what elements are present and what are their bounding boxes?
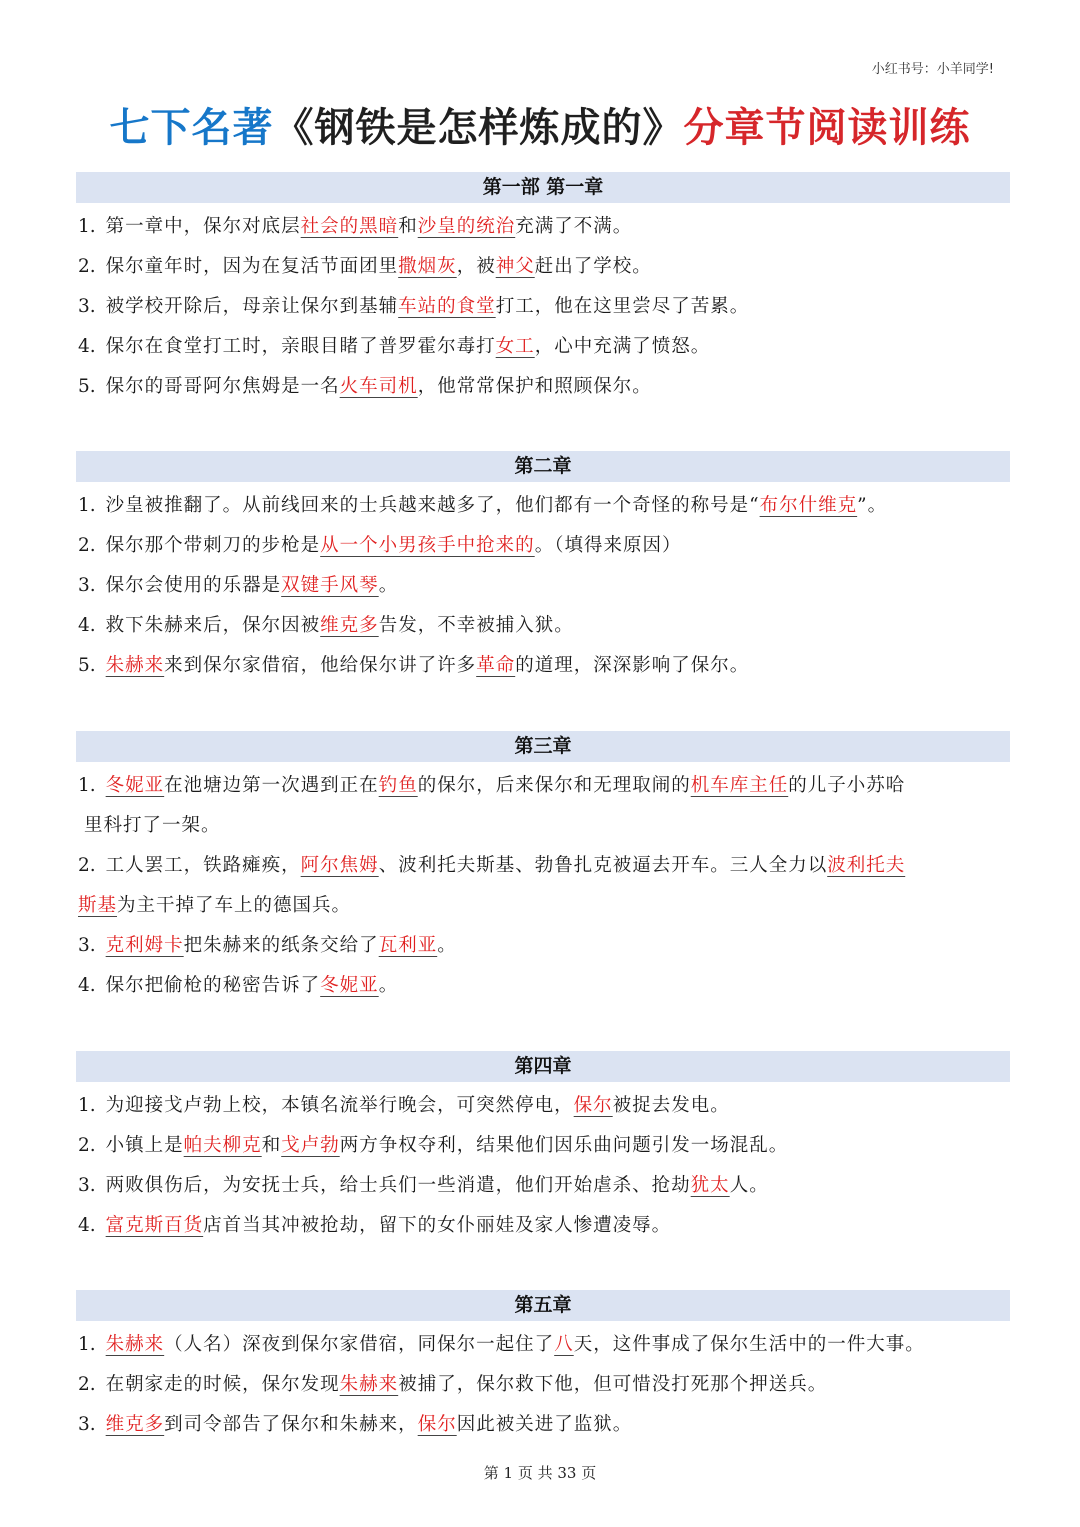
question-item: [76, 846, 1010, 886]
chapter-heading: 第三章: [76, 731, 1010, 762]
question-text: 的道理，深深影响了保尔。: [515, 655, 750, 676]
answer-text: 帕夫柳克: [183, 1135, 262, 1156]
question-item: [76, 1166, 1010, 1206]
question-text: 和: [398, 216, 418, 237]
question-number: 2.: [78, 256, 96, 277]
question-text: 保尔会使用的乐器是: [105, 575, 282, 596]
question-number: 2.: [78, 1374, 96, 1395]
answer-text: 朱赫来: [105, 655, 165, 676]
question-item: [76, 1126, 1010, 1166]
question-text: 人。: [729, 1175, 769, 1196]
answer-text: 克利姆卡: [105, 935, 184, 956]
question-item: [76, 1405, 1010, 1445]
question-number: 1.: [78, 495, 96, 516]
question-item: [76, 926, 1010, 966]
question-number: 5.: [78, 376, 96, 397]
question-number: 3.: [78, 1414, 96, 1435]
question-text: 保尔童年时，因为在复活节面团里: [105, 256, 399, 277]
watermark: 小红书号：小羊同学!: [871, 62, 994, 77]
answer-text: 犹太: [690, 1175, 730, 1196]
question-text: 为主干掉了车上的德国兵。: [117, 895, 352, 916]
answer-text: 瓦利亚: [378, 935, 438, 956]
answer-text: 沙皇的统治: [417, 216, 516, 237]
question-text: 保尔在食堂打工时，亲眼目睹了普罗霍尔毒打: [105, 336, 496, 357]
question-text: 小镇上是: [105, 1135, 184, 1156]
question-item: [76, 207, 1010, 247]
question-number: 1.: [78, 1334, 96, 1355]
question-text: 为迎接戈卢勃上校，本镇名流举行晚会，可突然停电，: [105, 1095, 574, 1116]
answer-text: 火车司机: [339, 376, 418, 397]
question-item: [76, 287, 1010, 327]
chapter-heading: 第五章: [76, 1290, 1010, 1321]
answer-text: 朱赫来: [339, 1374, 399, 1395]
question-item: [76, 566, 1010, 606]
chapter-heading: 第一部 第一章: [76, 172, 1010, 203]
question-item: [76, 646, 1010, 686]
question-number: 5.: [78, 655, 96, 676]
question-text: 来到保尔家借宿，他给保尔讲了许多: [164, 655, 477, 676]
answer-text: 波利托夫: [827, 855, 906, 876]
question-text: 到司令部告了保尔和朱赫来，: [164, 1414, 418, 1435]
question-item: [76, 367, 1010, 407]
question-number: 1.: [78, 775, 96, 796]
question-text: 在朝家走的时候，保尔发现: [105, 1374, 340, 1395]
answer-text: 车站的食堂: [398, 296, 496, 317]
question-number: 1.: [78, 216, 96, 237]
chapter-heading: 第四章: [76, 1051, 1010, 1082]
question-text: ，被: [456, 256, 496, 277]
question-item: [76, 526, 1010, 566]
answer-text: 保尔: [573, 1095, 613, 1116]
question-number: 2.: [78, 1135, 96, 1156]
answer-text: 从一个小男孩手中抢来的: [320, 535, 535, 556]
question-text: 充满了不满。: [515, 216, 633, 237]
answer-text: 八: [554, 1334, 574, 1355]
chapter-section: [76, 451, 1010, 686]
title-part-3: 分章节阅读训练: [683, 105, 971, 151]
page-footer: 第 1 页 共 33 页: [483, 1464, 597, 1482]
answer-text: 维克多: [105, 1414, 165, 1435]
question-text: 天，这件事成了保尔生活中的一件大事。: [573, 1334, 925, 1355]
question-item: [76, 966, 1010, 1006]
question-text: 赶出了学校。: [534, 256, 652, 277]
answer-text: 斯基: [78, 895, 118, 916]
question-item: [76, 327, 1010, 367]
answer-text: 保尔: [417, 1414, 457, 1435]
question-text: ”。: [857, 495, 888, 516]
question-text: 被学校开除后，母亲让保尔到基辅: [105, 296, 399, 317]
answer-text: 朱赫来: [105, 1334, 165, 1355]
question-number: 3.: [78, 575, 96, 596]
question-text: 两方争权夺利，结果他们因乐曲问题引发一场混乱。: [339, 1135, 789, 1156]
question-number: 3.: [78, 935, 96, 956]
question-text: 被捕了，保尔救下他，但可惜没打死那个押送兵。: [398, 1374, 828, 1395]
answer-text: 革命: [476, 655, 516, 676]
question-number: 4.: [78, 975, 96, 996]
question-text: 保尔那个带刺刀的步枪是: [105, 535, 321, 556]
answer-text: 冬妮亚: [105, 775, 165, 796]
chapter-section: [76, 1290, 1010, 1445]
answer-text: 撒烟灰: [398, 256, 457, 277]
answer-text: 阿尔焦姆: [300, 855, 379, 876]
question-text: 的儿子小苏哈: [788, 775, 906, 796]
question-item: [76, 606, 1010, 646]
question-text: 。: [378, 575, 399, 596]
question-text: 第一章中，保尔对底层: [105, 216, 301, 237]
answer-text: 维克多: [320, 615, 379, 636]
question-text: 保尔把偷枪的秘密告诉了: [105, 975, 321, 996]
chapter-section: [76, 1051, 1010, 1246]
question-item: [76, 1365, 1010, 1405]
question-text: 店首当其冲被抢劫，留下的女仆丽娃及家人惨遭凌辱。: [203, 1215, 672, 1236]
answer-text: 布尔什维克: [759, 495, 858, 516]
answer-text: 机车库主任: [690, 775, 789, 796]
question-item: [76, 1086, 1010, 1126]
question-text: 两败俱伤后，为安抚士兵，给士兵们一些消遣，他们开始虐杀、抢劫: [105, 1175, 691, 1196]
question-item: [76, 766, 1010, 806]
question-text: 。: [378, 975, 399, 996]
question-text: （人名）深夜到保尔家借宿，同保尔一起住了: [164, 1334, 555, 1355]
question-number: 2.: [78, 855, 96, 876]
question-text: 沙皇被推翻了。从前线回来的士兵越来越多了，他们都有一个奇怪的称号是“: [105, 495, 760, 516]
answer-text: 双键手风琴: [281, 575, 379, 596]
answer-text: 女工: [495, 336, 535, 357]
question-text: 、波利托夫斯基、勃鲁扎克被逼去开车。三人全力以: [378, 855, 828, 876]
title-part-2: 《钢铁是怎样炼成的》: [273, 105, 684, 151]
question-text: 工人罢工，铁路瘫痪，: [105, 855, 301, 876]
question-continuation: [76, 886, 1010, 926]
question-number: 4.: [78, 615, 96, 636]
question-text: 打工，他在这里尝尽了苦累。: [495, 296, 750, 317]
question-text: 被捉去发电。: [612, 1095, 730, 1116]
answer-text: 神父: [495, 256, 535, 277]
title-part-1: 七下名著: [109, 105, 274, 151]
question-text: 的保尔，后来保尔和无理取闹的: [417, 775, 691, 796]
question-item: [76, 1325, 1010, 1365]
answer-text: 富克斯百货: [105, 1215, 204, 1236]
question-text: 。（填得来原因）: [534, 535, 682, 556]
question-text: 和: [261, 1135, 282, 1156]
question-continuation: 里科打了一架。: [84, 815, 221, 836]
chapter-section: [76, 731, 1010, 1006]
answer-text: 戈卢勃: [281, 1135, 340, 1156]
chapter-section: [76, 172, 1010, 407]
question-item: [76, 486, 1010, 526]
question-text: ，心中充满了愤怒。: [534, 336, 711, 357]
question-item: [76, 247, 1010, 287]
answer-text: 钓鱼: [378, 775, 418, 796]
question-text: 在池塘边第一次遇到正在: [164, 775, 379, 796]
question-text: 。: [437, 935, 457, 956]
question-number: 1.: [78, 1095, 96, 1116]
question-text: 告发，不幸被捕入狱。: [378, 615, 574, 636]
chapter-heading: 第二章: [76, 451, 1010, 482]
question-number: 2.: [78, 535, 96, 556]
question-item: [76, 1206, 1010, 1246]
question-text: 把朱赫来的纸条交给了: [183, 935, 379, 956]
answer-text: 社会的黑暗: [300, 216, 399, 237]
question-text: 因此被关进了监狱。: [456, 1414, 633, 1435]
question-number: 4.: [78, 336, 96, 357]
page-title: [0, 96, 1080, 153]
question-number: 3.: [78, 296, 96, 317]
answer-text: 冬妮亚: [320, 975, 379, 996]
question-number: 4.: [78, 1215, 96, 1236]
question-text: 救下朱赫来后，保尔因被: [105, 615, 321, 636]
question-text: 保尔的哥哥阿尔焦姆是一名: [105, 376, 340, 397]
question-number: 3.: [78, 1175, 96, 1196]
question-text: ，他常常保护和照顾保尔。: [417, 376, 652, 397]
